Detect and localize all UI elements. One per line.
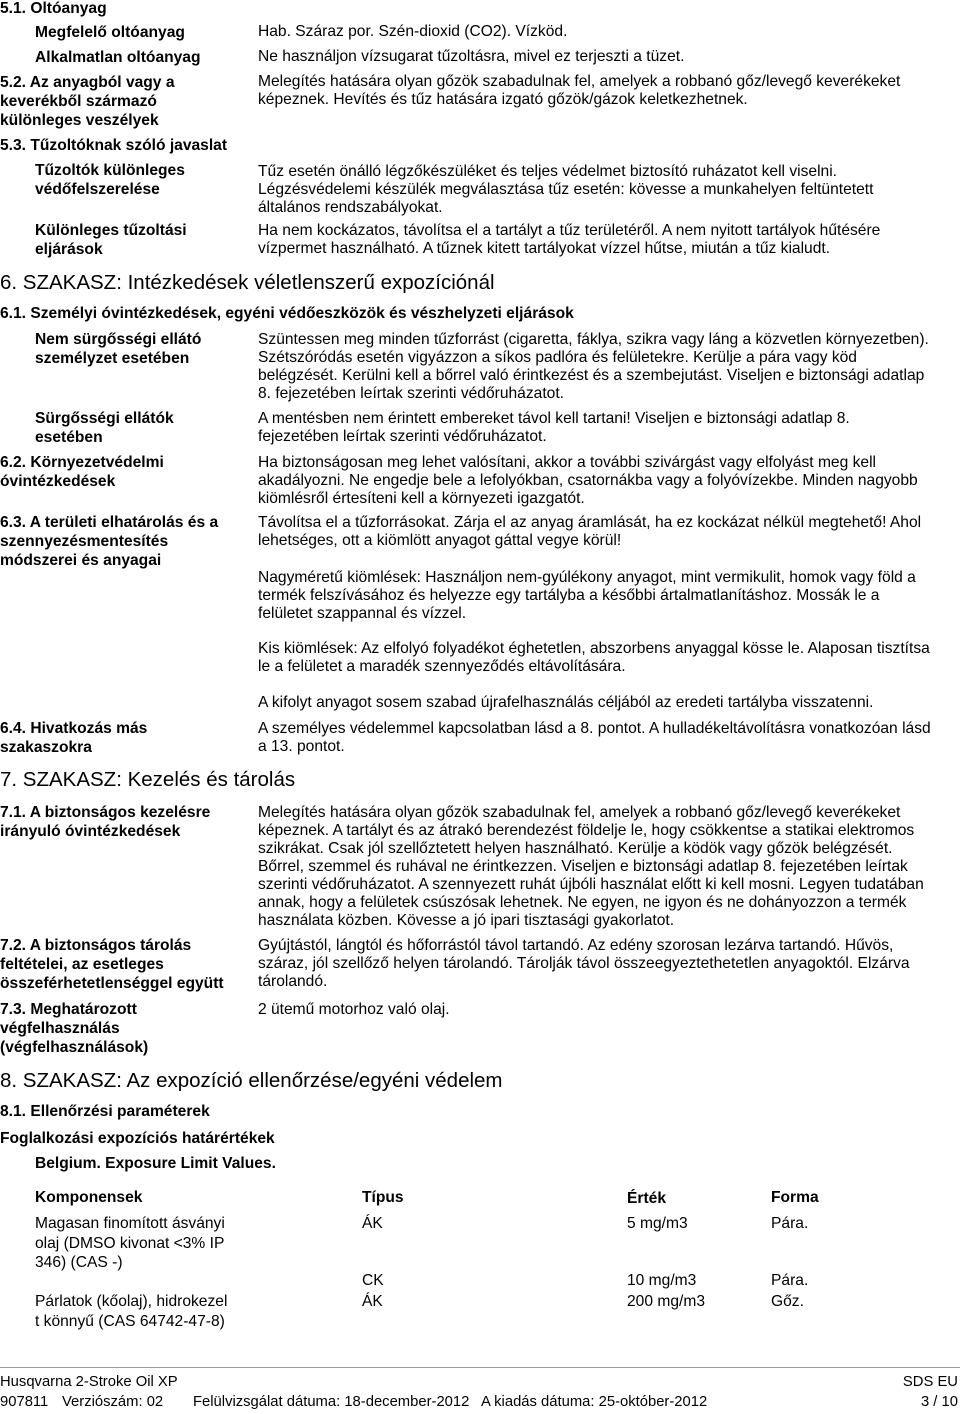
cell-type: ÁK [362, 1293, 383, 1310]
section-5-1-heading: 5.1. Oltóanyag [0, 0, 107, 17]
footer-document-type: SDS EU [902, 1374, 958, 1390]
section-6-title: 6. SZAKASZ: Intézkedések véletlenszerű expozíciónál [0, 271, 495, 294]
safe-handling-text-line: szikrákat. Csak jól szellőztetett helyen használható. Kerülje a ködök vagy gőzök belégzését. [258, 840, 893, 857]
cell-component-line: Párlatok (kőolaj), hidrokezel [35, 1293, 228, 1310]
section-7-3-label-line: végfelhasználás [0, 1020, 120, 1037]
protective-equipment-text-line: Légzésvédelemi készülék megválasztása tűz esetén: kövesse a munkahelyen feltüntetett [258, 181, 874, 198]
firefighting-procedures-label-line: eljárások [35, 241, 103, 258]
column-header-form: Forma [771, 1189, 819, 1206]
footer-page-number: 3 / 10 [920, 1394, 958, 1410]
references-text [258, 720, 931, 756]
section-5-2-label-line: keverékből származó [0, 93, 157, 110]
protective-equipment-text-line: Tűz esetén önálló légzőkészüléket és teljes védelmet biztosító ruházatot kell viselni. [258, 163, 838, 180]
section-6-3-label-line: szennyezésmentesítés [0, 533, 169, 550]
section-7-1-label-line: irányuló óvintézkedések [0, 823, 181, 840]
references-text-line: a 13. pontot. [258, 738, 345, 755]
footer-revision-date: Felülvizsgálat dátuma: 18-december-2012 [193, 1394, 470, 1410]
unsuitable-media-text-line: Ne használjon vízsugarat tűzoltásra, mivel ez terjeszti a tüzet. [258, 48, 685, 65]
small-spills-text-line: le a felületet a maradék szennyeződés eltávolítására. [258, 658, 626, 675]
cell-component-line: olaj (DMSO kivonat <3% IP [35, 1234, 225, 1252]
large-spills-text-line: felületet szappannal és vízzel. [258, 605, 467, 622]
safe-handling-text-line: annak, hogy a felületek csúszósak lehetnek. Ne egyen, ne igyon és ne dohányozzon a termék [258, 894, 907, 911]
section-6-1-heading: 6.1. Személyi óvintézkedések, egyéni védőeszközök és vészhelyzeti eljárások [0, 305, 574, 322]
non-emergency-text [258, 331, 929, 403]
protective-equipment-label [35, 161, 185, 199]
column-header-value: Érték [627, 1190, 667, 1207]
emergency-responders-label-line: esetében [35, 429, 103, 446]
section-6-3-label-line: 6.3. A területi elhatárolás és a [0, 514, 219, 531]
emergency-responders-text-line: fejezetében leírtak szerinti védőruházatot. [258, 428, 547, 445]
non-emergency-text-line: 8. fejezetében leírtak szerinti védőruházatot. [258, 385, 564, 402]
small-spills-text-line: Kis kiömlések: Az elfolyó folyadékot éghetetlen, abszorbens anyaggal kösse le. Alaposan tisztítsa [258, 640, 930, 657]
cell-form: Pára. [771, 1272, 809, 1289]
suitable-media-text [258, 23, 567, 41]
special-hazards-text-line: képeznek. Hevítés és tűz hatására izgató gőzök/gázok keletkezhetnek. [258, 91, 748, 108]
large-spills-text-line: Nagyméretű kiömlések: Használjon nem-gyúlékony anyagot, mint vermikulit, homok vagy föld a [258, 569, 916, 586]
special-hazards-text [258, 73, 900, 109]
cell-type: CK [362, 1272, 384, 1289]
section-7-2-label-line: feltételei, az esetleges [0, 956, 164, 973]
safe-handling-text-line: képeznek. A tartályt és az átrakó berendezést földelje le, hogy csökkentse a statikai elektromos [258, 822, 915, 839]
containment-text-line: Távolítsa el a tűzforrásokat. Zárja el az anyag áramlását, ha ez kockázat nélkül megtehető! Ahol [258, 514, 922, 531]
section-6-4-label-line: 6.4. Hivatkozás más [0, 720, 148, 737]
section-7-2-label-line: összeférhetetlenséggel együtt [0, 975, 224, 992]
cell-component [35, 1292, 227, 1331]
end-use-text-line: 2 ütemű motorhoz való olaj. [258, 1001, 450, 1018]
non-emergency-text-line: Szétszóródás esetén vigyázzon a síkos padlóra és felületekre. Kerülje a pára vagy köd [258, 349, 857, 366]
section-7-2-label-line: 7.2. A biztonságos tárolás [0, 937, 192, 954]
protective-equipment-label-line: védőfelszerelése [35, 181, 160, 198]
section-6-4-label [0, 719, 147, 757]
cell-type: ÁK [362, 1215, 383, 1232]
section-5-2-label [0, 73, 175, 130]
section-7-1-label-line: 7.1. A biztonságos kezelésre [0, 804, 211, 821]
section-5-3-heading: 5.3. Tűzoltóknak szóló javaslat [0, 137, 228, 154]
no-reuse-paragraph [258, 694, 873, 712]
column-header-type: Típus [362, 1189, 404, 1206]
section-8-title: 8. SZAKASZ: Az expozíció ellenőrzése/egyéni védelem [0, 1069, 503, 1092]
firefighting-procedures-text-line: Ha nem kockázatos, távolítsa el a tartályt a tűz területéről. A nem nyitott tartályok hűtésére [258, 222, 881, 239]
section-6-4-label-line: szakaszokra [0, 739, 92, 756]
section-5-2-label-line: különleges veszélyek [0, 112, 159, 129]
section-7-1-label [0, 803, 210, 841]
section-6-2-label-line: óvintézkedések [0, 473, 116, 490]
protective-equipment-label-line: Tűzoltók különleges [35, 162, 185, 179]
emergency-responders-label [35, 409, 174, 447]
containment-text-line: lehetséges, ott a kiömlött anyagot gáttal vegye körül! [258, 532, 622, 549]
cell-value: 10 mg/m3 [627, 1272, 697, 1289]
exposure-table-title: Belgium. Exposure Limit Values. [35, 1155, 276, 1172]
non-emergency-label [35, 330, 201, 368]
non-emergency-text-line: belégzését. Kerülni kell a bőrrel való érintkezést és a szembejutást. Viseljen e biztonsági adatlap [258, 367, 925, 384]
cell-form: Pára. [771, 1215, 809, 1232]
emergency-responders-label-line: Sürgősségi ellátók [35, 410, 174, 427]
footer-divider [0, 1367, 960, 1368]
cell-form: Gőz. [771, 1293, 804, 1310]
safe-handling-text-line: szerinti védőruházatot. A szennyezett ruhát újbóli használat előtt ki kell mosni. Legyen tudatában [258, 876, 924, 893]
environmental-precautions-text [258, 454, 918, 508]
section-6-3-label [0, 513, 218, 570]
environmental-precautions-text-line: kiömlésről értesíteni kell a környezeti igazgatót. [258, 490, 585, 507]
firefighting-procedures-label-line: Különleges tűzoltási [35, 222, 187, 239]
containment-paragraph [258, 514, 921, 550]
emergency-responders-text-line: A mentésben nem érintett embereket távol kell tartani! Viseljen e biztonsági adatlap 8. [258, 410, 850, 427]
references-text-line: A személyes védelemmel kapcsolatban lásd a 8. pontot. A hulladékeltávolításra vonatkozóan lásd [258, 720, 931, 737]
suitable-media-text-line: Hab. Száraz por. Szén-dioxid (CO2). Vízköd. [258, 23, 568, 40]
section-6-2-label [0, 453, 164, 491]
unsuitable-media-label: Alkalmatlan oltóanyag [35, 49, 201, 66]
non-emergency-text-line: Szüntessen meg minden tűzforrást (cigaretta, fáklya, szikra vagy láng a közvetlen környezetben). [258, 331, 929, 348]
small-spills-paragraph [258, 640, 930, 676]
section-7-2-label [0, 936, 224, 993]
emergency-responders-text [258, 410, 850, 446]
suitable-media-label: Megfelelő oltóanyag [35, 24, 185, 41]
safe-handling-text [258, 804, 924, 930]
safe-storage-text-line: Gyújtástól, lángtól és hőforrástól távol tartandó. Az edény szorosan lezárva tartandó. Hűvös, [258, 937, 894, 954]
unsuitable-media-text [258, 48, 684, 66]
section-6-3-label-line: módszerei és anyagai [0, 552, 162, 569]
section-6-2-label-line: 6.2. Környezetvédelmi [0, 454, 164, 471]
footer-version: Verziószám: 02 [62, 1394, 164, 1410]
large-spills-text-line: termék felszívásához és helyezze egy tartályba a későbbi ártalmatlanításhoz. Mossák le a [258, 587, 880, 604]
cell-component [35, 1214, 225, 1273]
protective-equipment-text-line: általános rendszabályokat. [258, 199, 443, 216]
safe-handling-text-line: használata közben. Kövesse a jó ipari tisztasági gyakorlatot. [258, 912, 675, 929]
special-hazards-text-line: Melegítés hatására olyan gőzök szabadulnak fel, amelyek a robbanó gőz/levegő keverékeket [258, 73, 901, 90]
safe-handling-text-line: Melegítés hatására olyan gőzök szabadulnak fel, amelyek a robbanó gőz/levegő keverékeket [258, 804, 901, 821]
cell-value: 200 mg/m3 [627, 1293, 706, 1310]
end-use-text [258, 1001, 450, 1019]
section-5-2-label-line: 5.2. Az anyagból vagy a [0, 74, 175, 91]
safe-storage-text-line: tárolandó. [258, 973, 328, 990]
cell-value: 5 mg/m3 [627, 1215, 688, 1232]
section-7-3-label [0, 1000, 148, 1057]
safe-handling-text-line: Bőrrel, szemmel és ruhával ne érintkezzen. Viseljen e biztonsági adatlap 8. fejezetében leírtak [258, 858, 908, 875]
safe-storage-text-line: száraz, jól szellőző helyen tárolandó. Tárolják távol összeegyeztethetetlen anyagoktól. Elzárva [258, 955, 910, 972]
safe-storage-text [258, 937, 910, 991]
section-7-title: 7. SZAKASZ: Kezelés és tárolás [0, 768, 296, 791]
cell-component-line: Magasan finomított ásványi [35, 1215, 225, 1232]
firefighting-procedures-label [35, 221, 187, 259]
firefighting-procedures-text [258, 222, 880, 258]
section-7-3-label-line: (végfelhasználások) [0, 1039, 149, 1056]
non-emergency-label-line: Nem sürgősségi ellátó [35, 331, 202, 348]
firefighting-procedures-text-line: vízpermet használható. A tűznek kitett tartályokat vízzel hűtse, miután a tűz kialudt. [258, 240, 831, 257]
section-8-1-heading: 8.1. Ellenőrzési paraméterek [0, 1103, 210, 1120]
cell-component-line: 346) (CAS -) [35, 1254, 123, 1271]
environmental-precautions-text-line: Ha biztonságosan meg lehet valósítani, akkor a további szivárgást vagy elfolyást meg kell [258, 454, 877, 471]
environmental-precautions-text-line: akadályozni. Ne engedje bele a lefolyókban, csatornákba vagy a folyóvízekbe. Minden nagyobb [258, 472, 918, 489]
footer-document-number: 907811 [0, 1394, 49, 1410]
footer-issue-date: A kiadás dátuma: 25-október-2012 [481, 1394, 708, 1410]
protective-equipment-text [258, 163, 873, 217]
occupational-limits-heading: Foglalkozási expozíciós határértékek [0, 1130, 275, 1147]
cell-component-line: t könnyű (CAS 64742-47-8) [35, 1312, 225, 1330]
footer-product-name: Husqvarna 2-Stroke Oil XP [0, 1374, 178, 1390]
no-reuse-text-line: A kifolyt anyagot sosem szabad újrafelhasználás céljából az eredeti tartályba visszatenni. [258, 694, 874, 711]
large-spills-paragraph [258, 569, 916, 623]
non-emergency-label-line: személyzet esetében [35, 350, 190, 367]
column-header-component: Komponensek [35, 1189, 143, 1206]
section-7-3-label-line: 7.3. Meghatározott [0, 1001, 137, 1018]
